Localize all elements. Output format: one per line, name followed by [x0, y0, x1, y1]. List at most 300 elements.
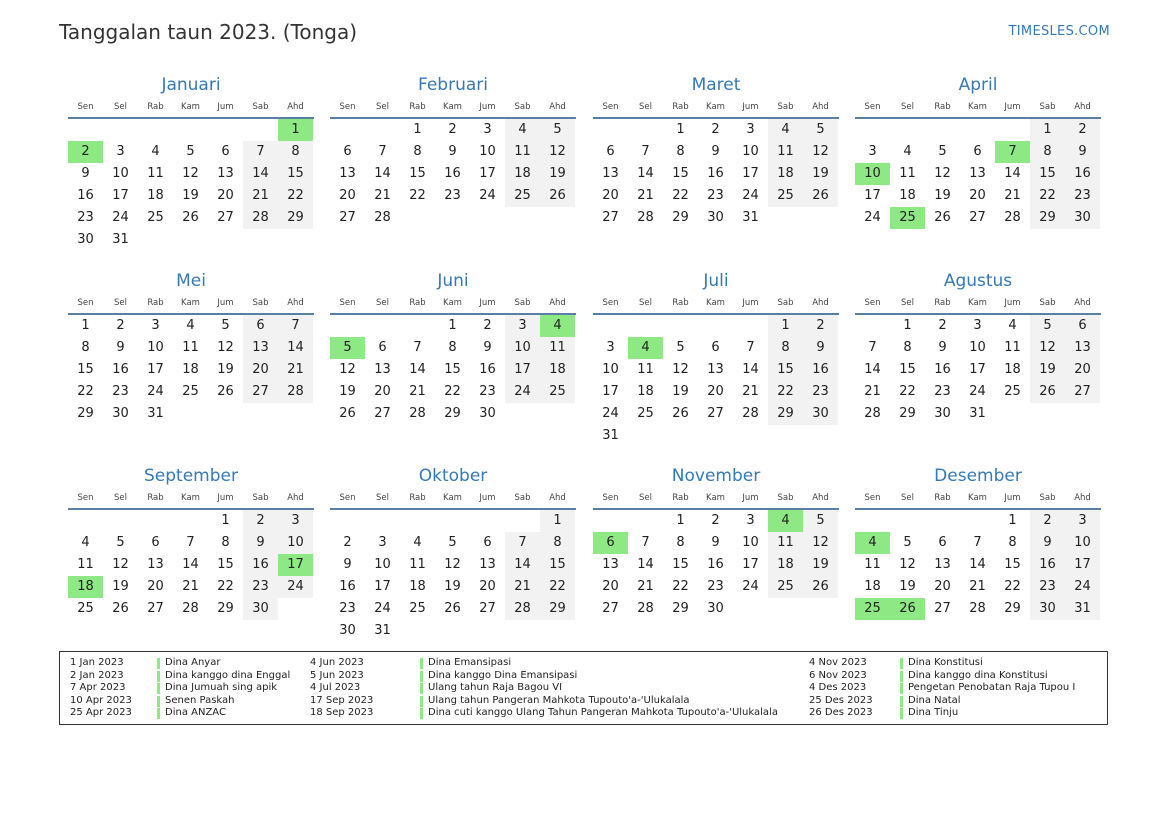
weekday-label: Jum [1004, 493, 1021, 503]
day-cell: 20 [243, 359, 278, 381]
month-agustus [855, 269, 1101, 443]
holiday-day-cell: 25 [890, 207, 925, 229]
day-cell: 16 [803, 359, 838, 381]
weekday-label: Ahd [287, 102, 304, 112]
day-cell: 16 [444, 166, 461, 181]
day-cell: 9 [81, 166, 90, 181]
day-cell: 14 [374, 166, 391, 181]
legend-holiday-name: Dina kanggo dina Konstitusi [908, 669, 1048, 681]
legend-holiday-name: Dina Anyar [165, 657, 221, 668]
weekday-label: Sen [602, 298, 619, 308]
weekday-label: Sel [639, 298, 652, 308]
day-cell: 4 [151, 144, 160, 159]
weekday-label: Sel [376, 298, 389, 308]
weekday-label: Sab [777, 298, 794, 308]
day-cell: 2 [1065, 119, 1100, 141]
day-cell: 12 [444, 557, 461, 572]
legend-holiday-name: Dina Tinju [908, 707, 959, 718]
day-cell: 11 [505, 141, 540, 163]
weekday-label: Rab [409, 102, 426, 112]
day-cell: 12 [803, 532, 838, 554]
weekday-label: Sen [864, 298, 881, 308]
day-cell: 21 [278, 359, 313, 381]
day-cell: 23 [707, 579, 724, 594]
day-cell: 7 [413, 340, 422, 355]
day-cell: 11 [1004, 340, 1021, 355]
day-cell: 3 [973, 318, 982, 333]
day-cell: 9 [243, 532, 278, 554]
weekday-label: Sab [252, 102, 269, 112]
day-cell: 23 [243, 576, 278, 598]
day-cell: 13 [374, 362, 391, 377]
day-cell: 13 [1065, 337, 1100, 359]
weekday-label: Sel [376, 493, 389, 503]
day-cell: 29 [77, 406, 94, 421]
legend-holiday-name: Dina cuti kanggo Ulang Tahun Pangeran Mahkota Tupouto'a-'Ulukalala [428, 707, 778, 718]
legend-date: 4 Des 2023 [809, 682, 867, 693]
day-cell: 18 [768, 163, 803, 185]
day-cell: 14 [278, 337, 313, 359]
weekday-label: Rab [934, 298, 951, 308]
day-cell: 6 [378, 340, 387, 355]
day-cell: 8 [768, 337, 803, 359]
day-cell: 25 [409, 601, 426, 616]
day-cell: 17 [112, 188, 129, 203]
day-cell: 21 [1004, 188, 1021, 203]
holiday-day-cell: 1 [278, 119, 313, 141]
month-desember [855, 464, 1101, 638]
day-cell: 15 [217, 557, 234, 572]
day-cell: 27 [969, 210, 986, 225]
weekday-label: Jum [217, 298, 234, 308]
weekday-label: Ahd [812, 298, 829, 308]
day-cell: 19 [112, 579, 129, 594]
day-cell: 3 [505, 315, 540, 337]
weekday-label: Jum [1004, 298, 1021, 308]
day-cell: 20 [707, 384, 724, 399]
day-cell: 25 [637, 406, 654, 421]
day-cell: 16 [1065, 163, 1100, 185]
day-cell: 16 [339, 579, 356, 594]
day-cell: 1 [540, 510, 575, 532]
site-link[interactable]: TIMESLES.COM [1008, 24, 1110, 39]
day-cell: 2 [243, 510, 278, 532]
weekday-label: Jum [479, 298, 496, 308]
day-cell: 15 [1004, 557, 1021, 572]
day-cell: 8 [81, 340, 90, 355]
month-title: November [671, 466, 761, 486]
day-cell: 23 [707, 188, 724, 203]
day-cell: 1 [221, 513, 230, 528]
weekday-label: Rab [672, 493, 689, 503]
day-cell: 8 [448, 340, 457, 355]
day-cell: 5 [448, 535, 457, 550]
holiday-day-cell: 18 [68, 576, 103, 598]
month-days-grid [855, 488, 1101, 638]
day-cell: 11 [147, 166, 164, 181]
day-cell: 13 [969, 166, 986, 181]
legend-date: 17 Sep 2023 [310, 694, 374, 706]
legend-marker [157, 658, 160, 669]
day-cell: 22 [540, 576, 575, 598]
weekday-label: Jum [1004, 102, 1021, 112]
day-cell: 12 [803, 141, 838, 163]
day-cell: 4 [81, 535, 90, 550]
day-cell: 27 [217, 210, 234, 225]
legend-date: 4 Jun 2023 [310, 657, 364, 668]
day-cell: 19 [217, 362, 234, 377]
day-cell: 26 [217, 384, 234, 399]
day-cell: 9 [803, 337, 838, 359]
day-cell: 30 [803, 403, 838, 425]
day-cell: 4 [505, 119, 540, 141]
day-cell: 26 [112, 601, 129, 616]
weekday-label: Sel [639, 493, 652, 503]
legend-holiday-name: Senen Paskah [165, 694, 235, 706]
day-cell: 4 [186, 318, 195, 333]
day-cell: 2 [116, 318, 125, 333]
day-cell: 26 [339, 406, 356, 421]
weekday-label: Kam [968, 102, 987, 112]
day-cell: 2 [938, 318, 947, 333]
weekday-header-row [593, 488, 839, 510]
day-cell: 13 [147, 557, 164, 572]
day-cell: 25 [147, 210, 164, 225]
weekday-label: Jum [742, 298, 759, 308]
day-cell: 3 [116, 144, 125, 159]
day-cell: 19 [803, 163, 838, 185]
day-cell: 29 [1004, 601, 1021, 616]
weekday-label: Kam [181, 102, 200, 112]
legend-date: 4 Jul 2023 [310, 682, 361, 693]
day-cell: 7 [186, 535, 195, 550]
day-cell: 22 [768, 381, 803, 403]
day-cell: 17 [969, 362, 986, 377]
day-cell: 24 [1065, 576, 1100, 598]
day-cell: 10 [147, 340, 164, 355]
day-cell: 3 [151, 318, 160, 333]
day-cell: 5 [116, 535, 125, 550]
day-cell: 15 [409, 166, 426, 181]
day-cell: 22 [409, 188, 426, 203]
day-cell: 8 [413, 144, 422, 159]
day-cell: 4 [413, 535, 422, 550]
day-cell: 6 [1065, 315, 1100, 337]
day-cell: 14 [864, 362, 881, 377]
weekday-label: Sel [901, 298, 914, 308]
day-cell: 10 [742, 144, 759, 159]
weekday-label: Rab [934, 493, 951, 503]
holiday-day-cell: 5 [330, 337, 365, 359]
weekday-label: Kam [181, 493, 200, 503]
legend-holiday-name: Dina Emansipasi [428, 657, 512, 668]
weekday-label: Rab [934, 102, 951, 112]
weekday-label: Jum [479, 493, 496, 503]
day-cell: 28 [969, 601, 986, 616]
holiday-day-cell: 4 [540, 315, 575, 337]
day-cell: 25 [77, 601, 94, 616]
month-oktober [330, 464, 576, 638]
month-november [593, 464, 839, 638]
day-cell: 3 [746, 122, 755, 137]
day-cell: 11 [864, 557, 881, 572]
day-cell: 27 [1065, 381, 1100, 403]
day-cell: 28 [637, 210, 654, 225]
weekday-label: Rab [672, 298, 689, 308]
day-cell: 31 [602, 428, 619, 443]
weekday-label: Kam [706, 298, 725, 308]
month-title: Juli [703, 271, 729, 291]
day-cell: 16 [707, 557, 724, 572]
legend-holiday-name: Ulang tahun Raja Bagou VI [428, 682, 563, 693]
day-cell: 25 [182, 384, 199, 399]
holiday-day-cell: 4 [628, 337, 663, 359]
day-cell: 10 [374, 557, 391, 572]
day-cell: 7 [243, 141, 278, 163]
weekday-label: Ahd [1074, 102, 1091, 112]
day-cell: 2 [448, 122, 457, 137]
day-cell: 15 [77, 362, 94, 377]
day-cell: 23 [1030, 576, 1065, 598]
weekday-header-row [330, 488, 576, 510]
weekday-label: Sel [114, 298, 127, 308]
day-cell: 22 [1030, 185, 1065, 207]
day-cell: 29 [444, 406, 461, 421]
day-cell: 1 [448, 318, 457, 333]
day-cell: 19 [339, 384, 356, 399]
day-cell: 13 [602, 166, 619, 181]
legend-marker [157, 683, 160, 694]
month-title: Februari [418, 75, 488, 95]
day-cell: 29 [672, 601, 689, 616]
day-cell: 18 [637, 384, 654, 399]
day-cell: 21 [374, 188, 391, 203]
day-cell: 21 [637, 579, 654, 594]
month-days-grid [330, 97, 576, 247]
day-cell: 18 [505, 163, 540, 185]
day-cell: 26 [803, 185, 838, 207]
day-cell: 17 [864, 188, 881, 203]
day-cell: 11 [77, 557, 94, 572]
month-mei [68, 269, 314, 443]
day-cell: 22 [672, 188, 689, 203]
month-days-grid [593, 488, 839, 638]
day-cell: 20 [934, 579, 951, 594]
month-september [68, 464, 314, 638]
legend-marker [420, 658, 423, 669]
month-title: Mei [176, 271, 206, 291]
month-juli [593, 269, 839, 443]
day-cell: 24 [742, 579, 759, 594]
day-cell: 8 [1008, 535, 1017, 550]
holiday-day-cell: 10 [855, 163, 890, 185]
day-cell: 15 [899, 362, 916, 377]
day-cell: 10 [278, 532, 313, 554]
day-cell: 19 [899, 579, 916, 594]
day-cell: 23 [934, 384, 951, 399]
day-cell: 30 [479, 406, 496, 421]
day-cell: 10 [602, 362, 619, 377]
legend-marker [900, 658, 903, 669]
day-cell: 10 [479, 144, 496, 159]
legend-marker [900, 708, 903, 719]
day-cell: 6 [973, 144, 982, 159]
day-cell: 20 [339, 188, 356, 203]
weekday-header-row [593, 97, 839, 119]
day-cell: 8 [540, 532, 575, 554]
day-cell: 15 [768, 359, 803, 381]
day-cell: 24 [278, 576, 313, 598]
day-cell: 27 [339, 210, 356, 225]
day-cell: 16 [77, 188, 94, 203]
day-cell: 23 [339, 601, 356, 616]
day-cell: 24 [742, 188, 759, 203]
day-cell: 15 [672, 557, 689, 572]
weekday-label: Jum [742, 102, 759, 112]
day-cell: 21 [409, 384, 426, 399]
day-cell: 2 [711, 513, 720, 528]
day-cell: 22 [672, 579, 689, 594]
month-title: September [144, 466, 238, 486]
day-cell: 20 [602, 188, 619, 203]
month-title: Agustus [943, 271, 1013, 291]
day-cell: 25 [768, 185, 803, 207]
day-cell: 28 [742, 406, 759, 421]
day-cell: 6 [711, 340, 720, 355]
day-cell: 8 [278, 141, 313, 163]
day-cell: 10 [1065, 532, 1100, 554]
day-cell: 8 [903, 340, 912, 355]
day-cell: 6 [243, 315, 278, 337]
weekday-label: Rab [409, 493, 426, 503]
day-cell: 8 [676, 535, 685, 550]
weekday-label: Sab [514, 102, 531, 112]
day-cell: 23 [1065, 185, 1100, 207]
day-cell: 20 [969, 188, 986, 203]
weekday-label: Sel [901, 102, 914, 112]
day-cell: 5 [803, 510, 838, 532]
day-cell: 30 [243, 598, 278, 620]
weekday-label: Sab [777, 102, 794, 112]
legend-date: 10 Apr 2023 [70, 694, 132, 706]
day-cell: 21 [742, 384, 759, 399]
day-cell: 13 [217, 166, 234, 181]
day-cell: 1 [1030, 119, 1065, 141]
weekday-header-row [68, 293, 314, 315]
day-cell: 14 [505, 554, 540, 576]
month-title: Maret [691, 75, 741, 95]
day-cell: 15 [672, 166, 689, 181]
month-januari [68, 73, 314, 247]
day-cell: 30 [1065, 207, 1100, 229]
weekday-header-row [855, 97, 1101, 119]
day-cell: 31 [969, 406, 986, 421]
weekday-label: Sab [1039, 102, 1056, 112]
page-title: Tanggalan taun 2023. (Tonga) [59, 20, 358, 44]
weekday-label: Sen [602, 493, 619, 503]
day-cell: 19 [444, 579, 461, 594]
day-cell: 9 [711, 144, 720, 159]
day-cell: 28 [182, 601, 199, 616]
day-cell: 17 [147, 362, 164, 377]
legend-marker [900, 683, 903, 694]
month-days-grid [330, 293, 576, 443]
weekday-header-row [330, 293, 576, 315]
weekday-header-row [68, 97, 314, 119]
day-cell: 4 [768, 119, 803, 141]
day-cell: 22 [278, 185, 313, 207]
weekday-label: Sen [339, 102, 356, 112]
weekday-label: Rab [672, 102, 689, 112]
day-cell: 29 [899, 406, 916, 421]
legend-holiday-name: Pengetan Penobatan Raja Tupou I [908, 682, 1076, 693]
day-cell: 29 [278, 207, 313, 229]
day-cell: 2 [343, 535, 352, 550]
day-cell: 24 [864, 210, 881, 225]
day-cell: 17 [742, 166, 759, 181]
day-cell: 27 [479, 601, 496, 616]
day-cell: 24 [505, 381, 540, 403]
day-cell: 9 [483, 340, 492, 355]
day-cell: 25 [540, 381, 575, 403]
day-cell: 31 [112, 232, 129, 247]
day-cell: 14 [243, 163, 278, 185]
holiday-day-cell: 25 [855, 598, 890, 620]
day-cell: 28 [409, 406, 426, 421]
day-cell: 12 [217, 340, 234, 355]
weekday-label: Kam [181, 298, 200, 308]
legend-holiday-name: Dina kanggo dina Enggal [165, 669, 291, 681]
day-cell: 17 [1065, 554, 1100, 576]
day-cell: 25 [1004, 384, 1021, 399]
weekday-label: Kam [968, 298, 987, 308]
day-cell: 18 [1004, 362, 1021, 377]
day-cell: 5 [221, 318, 230, 333]
holiday-legend [59, 651, 1108, 725]
day-cell: 2 [483, 318, 492, 333]
legend-date: 6 Nov 2023 [809, 669, 867, 681]
month-days-grid [68, 97, 314, 247]
day-cell: 3 [278, 510, 313, 532]
month-title: Desember [934, 466, 1022, 486]
day-cell: 23 [444, 188, 461, 203]
legend-marker [157, 708, 160, 719]
day-cell: 14 [637, 557, 654, 572]
day-cell: 3 [868, 144, 877, 159]
day-cell: 30 [707, 210, 724, 225]
day-cell: 31 [147, 406, 164, 421]
day-cell: 28 [505, 598, 540, 620]
day-cell: 11 [182, 340, 199, 355]
day-cell: 19 [934, 188, 951, 203]
day-cell: 8 [676, 144, 685, 159]
day-cell: 2 [1030, 510, 1065, 532]
legend-marker [420, 708, 423, 719]
legend-holiday-name: Dina Jumuah sing apik [165, 682, 278, 693]
day-cell: 31 [742, 210, 759, 225]
day-cell: 5 [676, 340, 685, 355]
weekday-label: Sen [77, 493, 94, 503]
day-cell: 29 [540, 598, 575, 620]
day-cell: 22 [899, 384, 916, 399]
day-cell: 27 [243, 381, 278, 403]
weekday-label: Kam [443, 493, 462, 503]
day-cell: 3 [483, 122, 492, 137]
day-cell: 2 [711, 122, 720, 137]
day-cell: 1 [676, 513, 685, 528]
day-cell: 21 [182, 579, 199, 594]
holiday-day-cell: 7 [995, 141, 1030, 163]
